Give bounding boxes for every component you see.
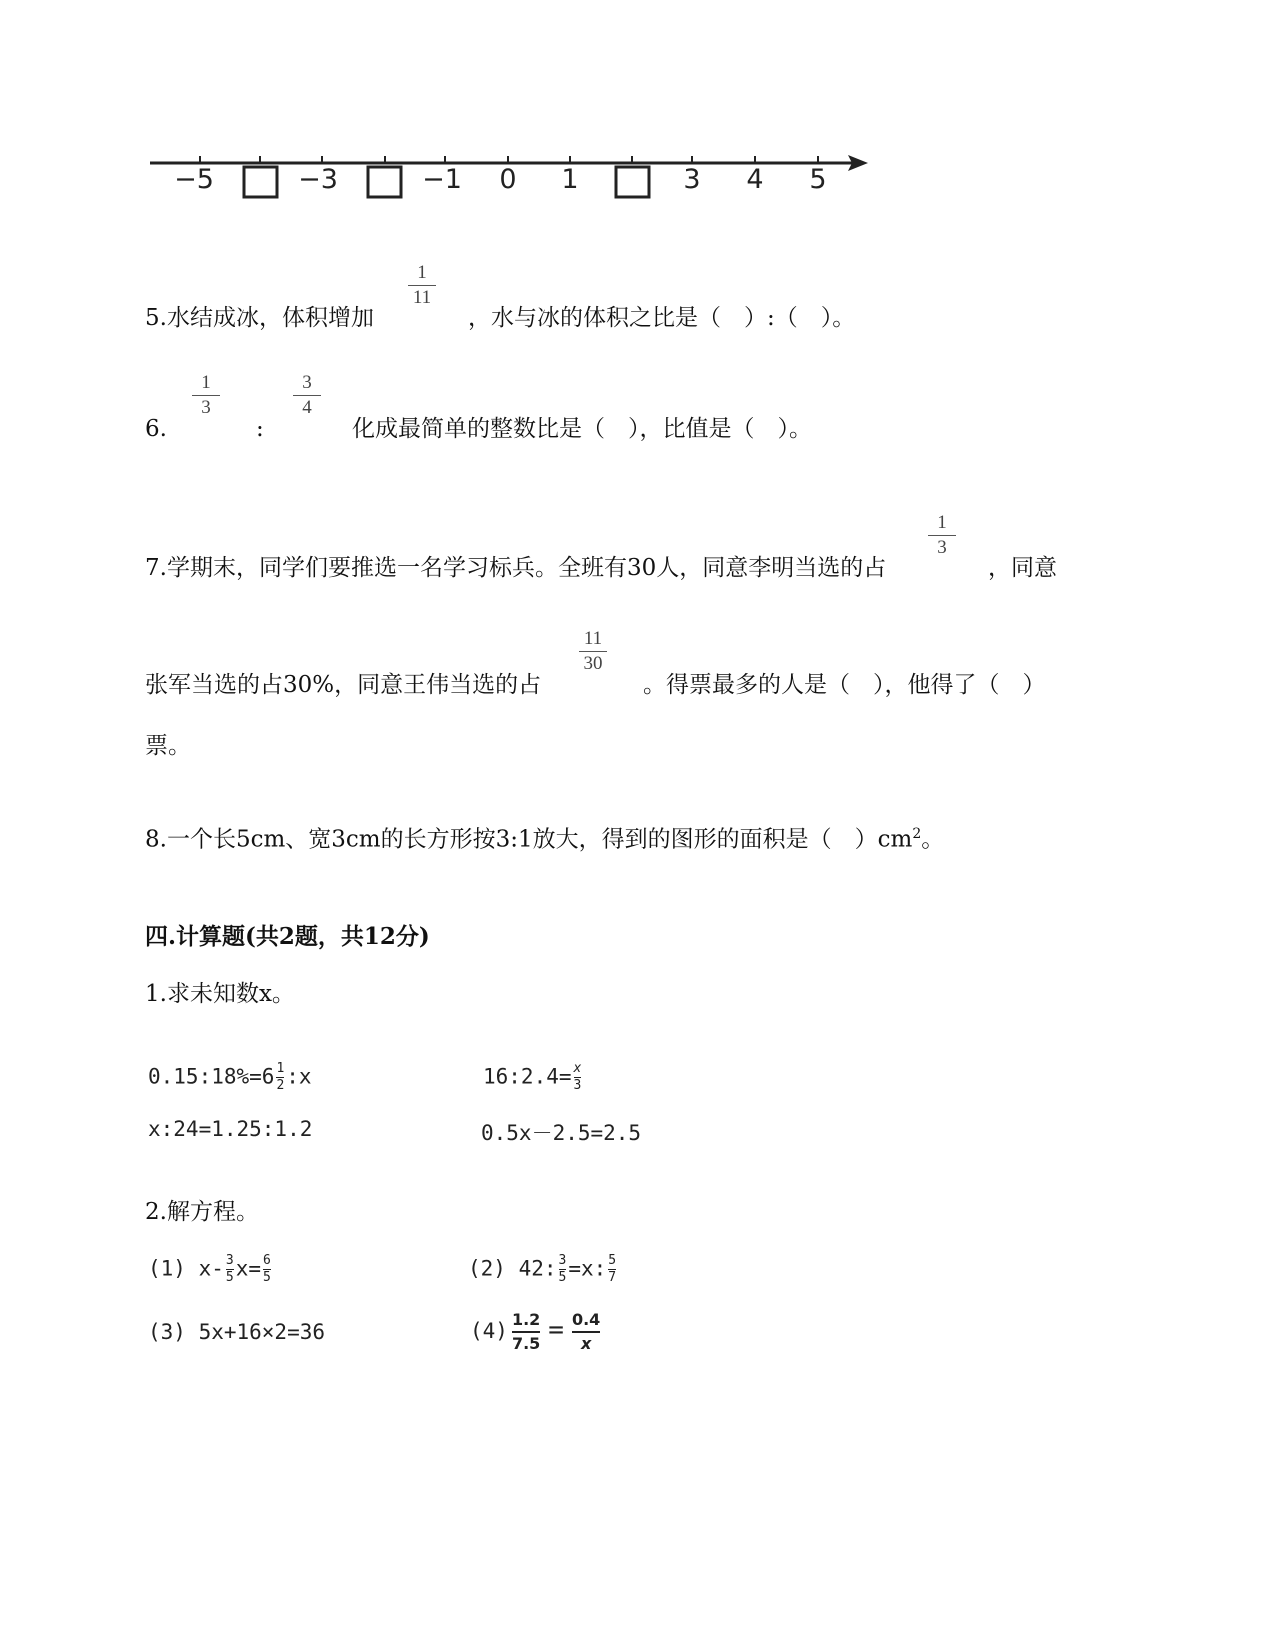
section-heading: 四.计算题(共2题，共12分) <box>145 923 430 950</box>
tick-label: −5 <box>174 164 214 195</box>
number-line <box>140 140 880 210</box>
q6-fraction-1: 1 3 <box>186 372 226 419</box>
tick-label: 1 <box>561 164 579 195</box>
q7-fraction-2: 11 30 <box>573 628 613 675</box>
p2e4-fraction-1: $\frac{1.2}{7.5}$ <box>511 1310 541 1353</box>
eq1-fraction: $\frac{1}{2}$ <box>276 1061 285 1093</box>
equation-p2-4: $(4) \frac{1.2}{7.5} = \frac{0.4}{x}$ <box>470 1310 601 1353</box>
equation-3: x:24=1.25:1.2 <box>148 1117 313 1141</box>
q6-prefix: 6. <box>145 416 167 442</box>
q6-colon: : <box>256 416 264 442</box>
equation-4: 0.5x－2.5=2.5 <box>481 1121 642 1145</box>
equation-p2-2: (2) 42: $\frac{3}{5}$ =x: $\frac{5}{7}$ <box>468 1253 617 1285</box>
tick-label: 4 <box>746 164 764 195</box>
p2e1-fraction-2: $\frac{6}{5}$ <box>262 1253 271 1285</box>
q7-line2-suffix: 。得票最多的人是（ ），他得了（ ） <box>643 672 1046 698</box>
blank-box-3[interactable] <box>616 167 649 197</box>
q7-line1-prefix: 7.学期末，同学们要推选一名学习标兵。全班有30人，同意李明当选的占 <box>145 555 887 581</box>
p2e2-fraction-2: $\frac{5}{7}$ <box>608 1253 617 1285</box>
p2e4-fraction-2: $\frac{0.4}{x}$ <box>571 1310 601 1353</box>
q6-suffix: 化成最简单的整数比是（ ），比值是（ ）。 <box>352 416 812 442</box>
problem-1-title: 1.求未知数x。 <box>145 981 295 1007</box>
q7-line1-suffix: ，同意 <box>988 555 1057 581</box>
tick-label: 5 <box>809 164 827 195</box>
equation-1: 0.15:18%=6 $\frac{1}{2}$ :x <box>148 1061 312 1093</box>
equation-p2-3: (3) 5x+16×2=36 <box>148 1320 326 1344</box>
blank-box-2[interactable] <box>368 167 401 197</box>
q8-text: 8.一个长5cm、宽3cm的长方形按3:1放大，得到的图形的面积是（ ）cm <box>145 826 913 853</box>
tick-label: −1 <box>422 164 462 195</box>
q7-fraction-1: 1 3 <box>922 512 962 559</box>
q7-line3: 票。 <box>145 733 191 759</box>
tick-label: 0 <box>499 164 517 195</box>
q5-suffix: ，水与冰的体积之比是（ ）:（ ）。 <box>468 305 856 331</box>
q7-line2-prefix: 张军当选的占30%，同意王伟当选的占 <box>145 672 542 698</box>
q8-end: 。 <box>921 826 945 853</box>
question-8 <box>145 820 944 854</box>
q8-superscript: 2 <box>912 826 922 842</box>
p2e2-fraction-1: $\frac{3}{5}$ <box>558 1253 567 1285</box>
q6-fraction-2: 3 4 <box>287 372 327 419</box>
equation-p2-1: (1) x- $\frac{3}{5}$ x= $\frac{6}{5}$ <box>148 1253 271 1285</box>
blank-box-1[interactable] <box>244 167 277 197</box>
tick-label: −3 <box>298 164 338 195</box>
p2e1-fraction-1: $\frac{3}{5}$ <box>225 1253 234 1285</box>
q5-fraction: 1 11 <box>402 262 442 309</box>
q5-prefix: 5.水结成冰，体积增加 <box>145 305 374 331</box>
equation-2: 16:2.4= $\frac{x}{3}$ <box>483 1061 582 1093</box>
eq2-fraction: $\frac{x}{3}$ <box>573 1061 582 1093</box>
problem-2-title: 2.解方程。 <box>145 1199 259 1225</box>
tick-label: 3 <box>683 164 701 195</box>
